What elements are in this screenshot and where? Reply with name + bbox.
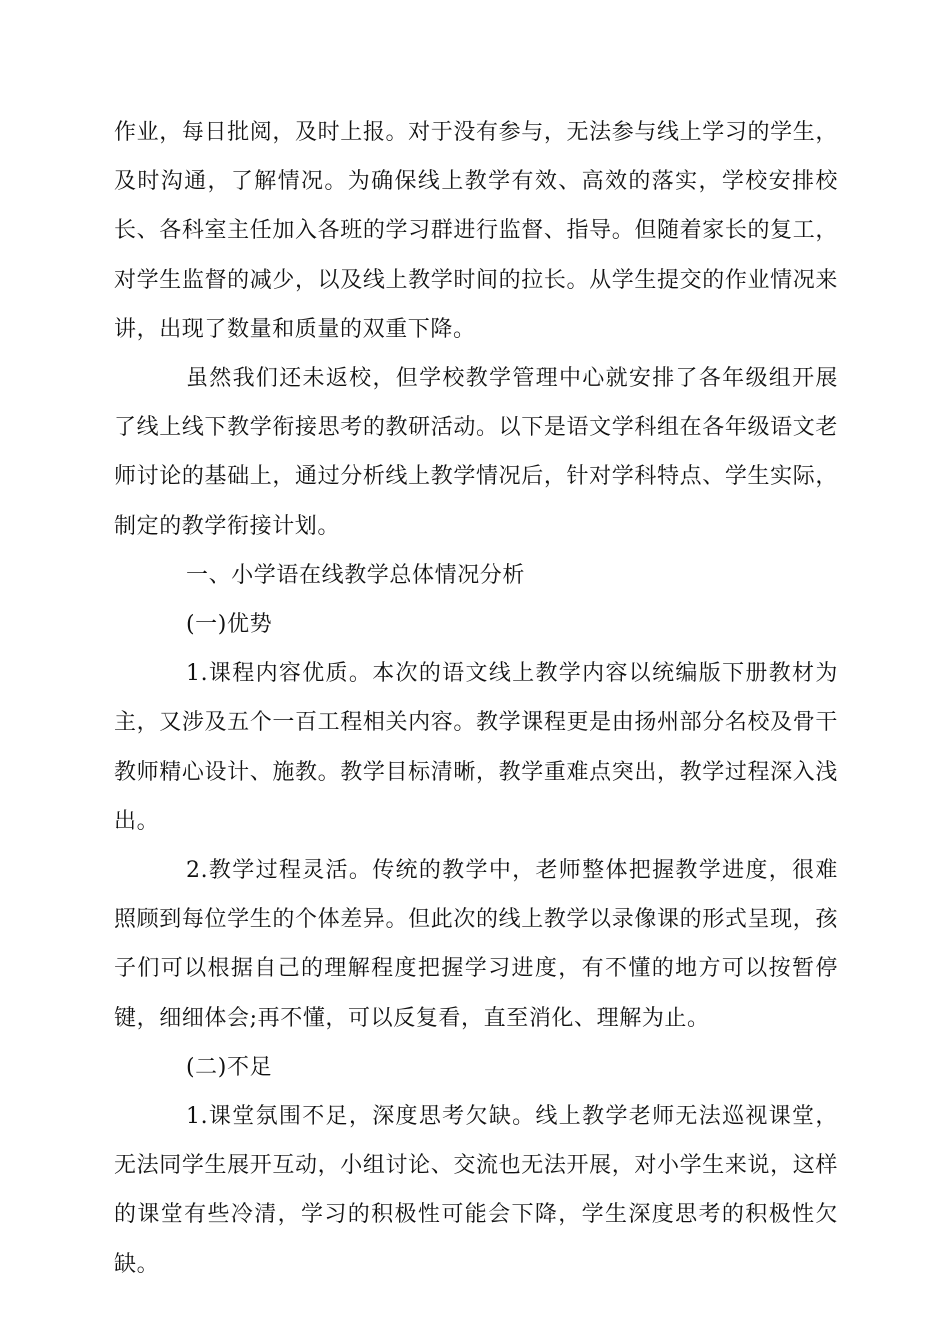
section-heading: 一、小学语在线教学总体情况分析 (186, 562, 526, 588)
body-paragraph: 1.课程内容优质。本次的语文线上教学内容以统编版下册教材为主，又涉及五个一百工程相关内容。教学课程更是由扬州部分名校及骨干教师精心设计、施教。教学目标清晰，教学重难点突出，教学过程深入浅出。 (114, 661, 838, 834)
subsection-heading: (一)优势 (186, 612, 273, 638)
body-paragraph: 2.教学过程灵活。传统的教学中，老师整体把握教学进度，很难照顾到每位学生的个体差异。但此次的线上教学以录像课的形式呈现，孩子们可以根据自己的理解程度把握学习进度，有不懂的地方可以按暂停键，细细体会;再不懂，可以反复看，直至消化、理解为止。 (114, 858, 838, 1031)
document-page (114, 108, 838, 1289)
body-paragraph: 1.课堂氛围不足，深度思考欠缺。线上教学老师无法巡视课堂，无法同学生展开互动，小组讨论、交流也无法开展，对小学生来说，这样的课堂有些冷清，学习的积极性可能会下降，学生深度思考的积极性欠缺。 (114, 1104, 838, 1277)
body-paragraph: 虽然我们还未返校，但学校教学管理中心就安排了各年级组开展了线上线下教学衔接思考的教研活动。以下是语文学科组在各年级语文老师讨论的基础上，通过分析线上教学情况后，针对学科特点、学生实际，制定的教学衔接计划。 (114, 366, 838, 539)
body-paragraph: 作业，每日批阅，及时上报。对于没有参与，无法参与线上学习的学生，及时沟通，了解情况。为确保线上教学有效、高效的落实，学校安排校长、各科室主任加入各班的学习群进行监督、指导。但随着家长的复工，对学生监督的减少，以及线上教学时间的拉长。从学生提交的作业情况来讲，出现了数量和质量的双重下降。 (114, 120, 838, 342)
subsection-heading: (二)不足 (186, 1054, 273, 1080)
